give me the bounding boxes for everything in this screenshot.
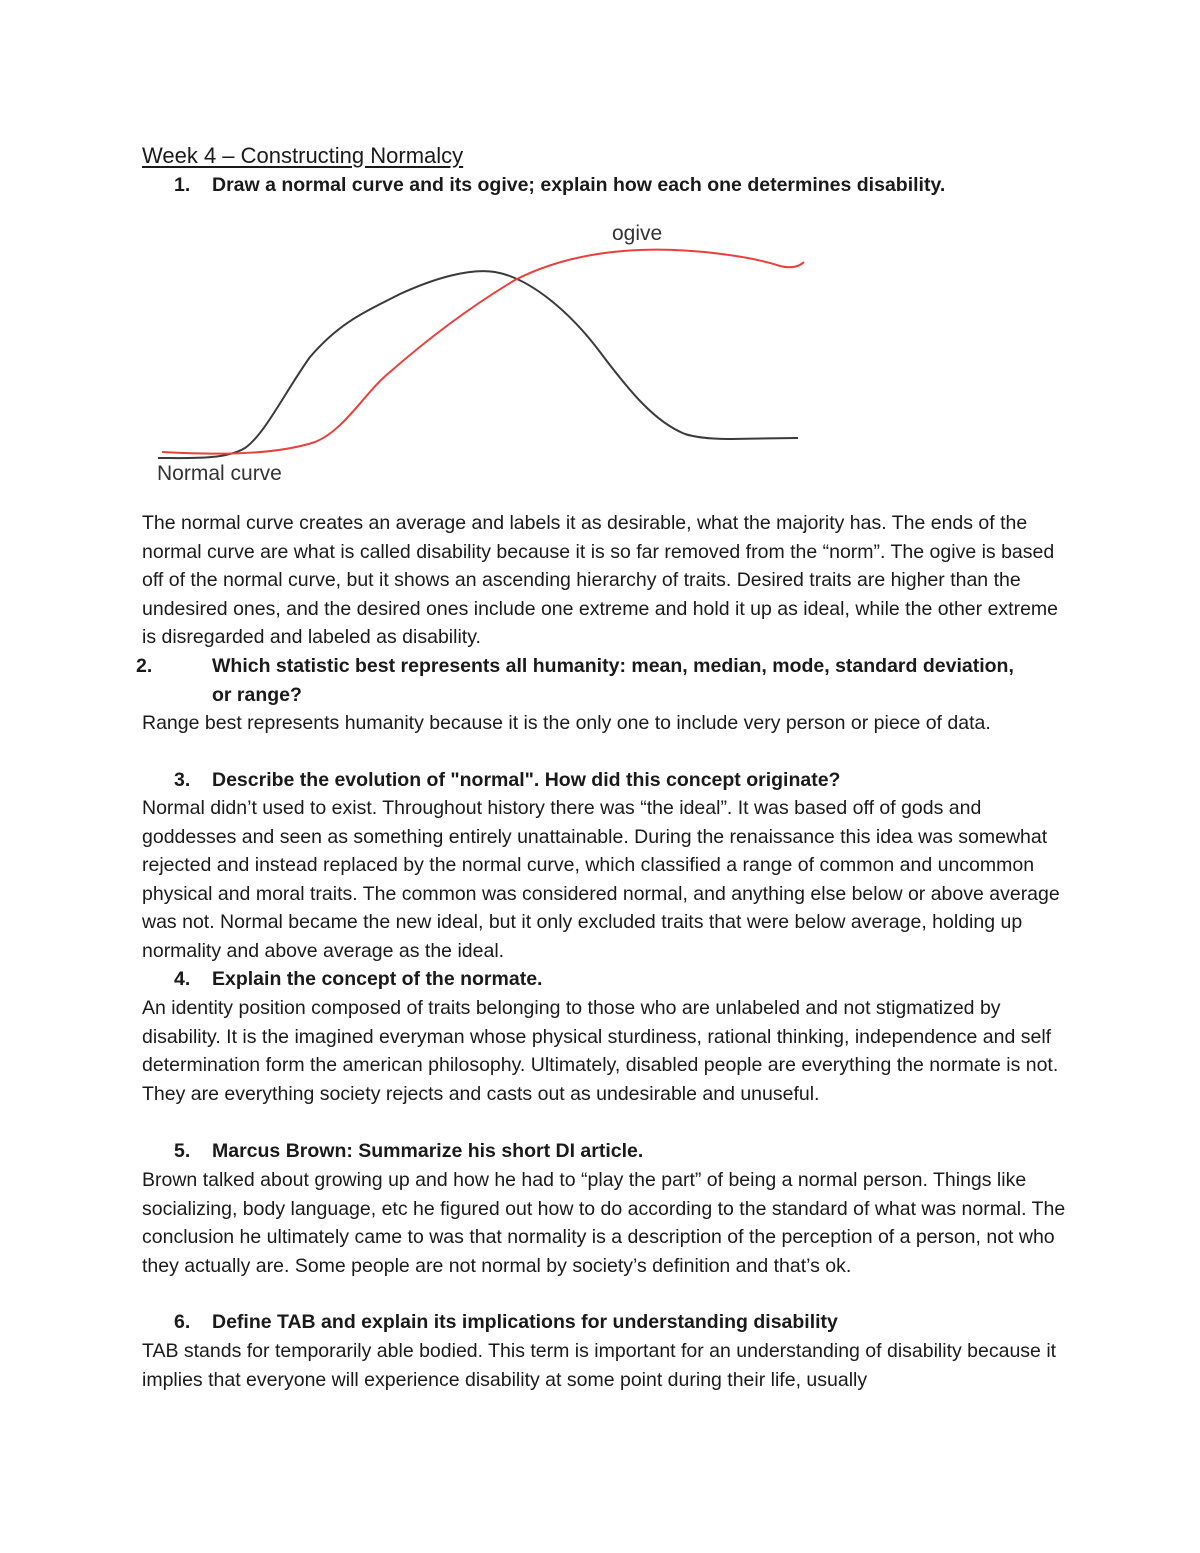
question-number: 1.: [174, 174, 191, 196]
question-text: Which statistic best represents all humanity: mean, median, mode, standard deviation, or range?: [212, 655, 1014, 706]
question-text: Marcus Brown: Summarize his short DI article.: [212, 1140, 644, 1162]
question-text: Define TAB and explain its implications for understanding disability: [212, 1311, 838, 1333]
question-3: [174, 766, 1034, 795]
question-6: [174, 1308, 1034, 1337]
question-text: Explain the concept of the normate.: [212, 968, 543, 990]
figure-svg: [150, 212, 820, 494]
answer-2: Range best represents humanity because it is the only one to include very person or piece of data.: [142, 712, 991, 734]
question-2: [136, 652, 1034, 709]
ogive-line: [162, 250, 804, 454]
question-4: [174, 965, 1034, 994]
normal-curve-line: [158, 271, 798, 458]
question-text: Draw a normal curve and its ogive; explain how each one determines disability.: [212, 174, 946, 196]
normal-curve-ogive-figure: [150, 212, 820, 494]
question-number: 6.: [174, 1311, 191, 1333]
answer-1: The normal curve creates an average and labels it as desirable, what the majority has. The ends of the normal curve are what is called disability because it is so far removed from the “norm”. The ogive is based off of the normal curve, but it shows an ascending hierarchy of traits. Desired traits are higher than the undesired ones, and the desired ones include one extreme and hold it up as ideal, while the other extreme is disregarded and labeled as disability.: [142, 512, 1059, 648]
question-number: 5.: [174, 1140, 191, 1162]
answer-4: An identity position composed of traits belonging to those who are unlabeled and not stigmatized by disability. It is the imagined everyman whose physical sturdiness, rational thinking, independence and self determination form the american philosophy. Ultimately, disabled people are everything the normate is not. They are everything society rejects and casts out as undesirable and unuseful.: [142, 997, 1059, 1105]
question-1: [174, 171, 1034, 200]
question-number: 3.: [174, 769, 191, 791]
answer-6: TAB stands for temporarily able bodied. This term is important for an understanding of disability because it implies that everyone will experience disability at some point during their life, usually: [142, 1340, 1057, 1391]
ogive-label: ogive: [612, 222, 663, 245]
answer-5: Brown talked about growing up and how he had to “play the part” of being a normal person. Things like socializing, body language, etc he figured out how to do according to the standard of what was normal. The conclusion he ultimately came to was that normality is a description of the perception of a person, not who they actually are. Some people are not normal by society’s definition and that’s ok.: [142, 1169, 1066, 1277]
question-number: 4.: [174, 968, 191, 990]
document-title: Week 4 – Constructing Normalcy: [142, 143, 464, 168]
answer-3: Normal didn’t used to exist. Throughout history there was “the ideal”. It was based off of gods and goddesses and seen as something entirely unattainable. During the renaissance this idea was somewhat rejected and instead replaced by the normal curve, which classified a range of common and uncommon physical and moral traits. The common was considered normal, and anything else below or above average was not. Normal became the new ideal, but it only excluded traits that were below average, holding up normality and above average as the ideal.: [142, 797, 1060, 962]
question-text: Describe the evolution of "normal". How did this concept originate?: [212, 769, 841, 791]
question-5: [174, 1137, 1034, 1166]
normal-curve-label: Normal curve: [157, 462, 282, 485]
question-number: 2.: [136, 655, 153, 677]
